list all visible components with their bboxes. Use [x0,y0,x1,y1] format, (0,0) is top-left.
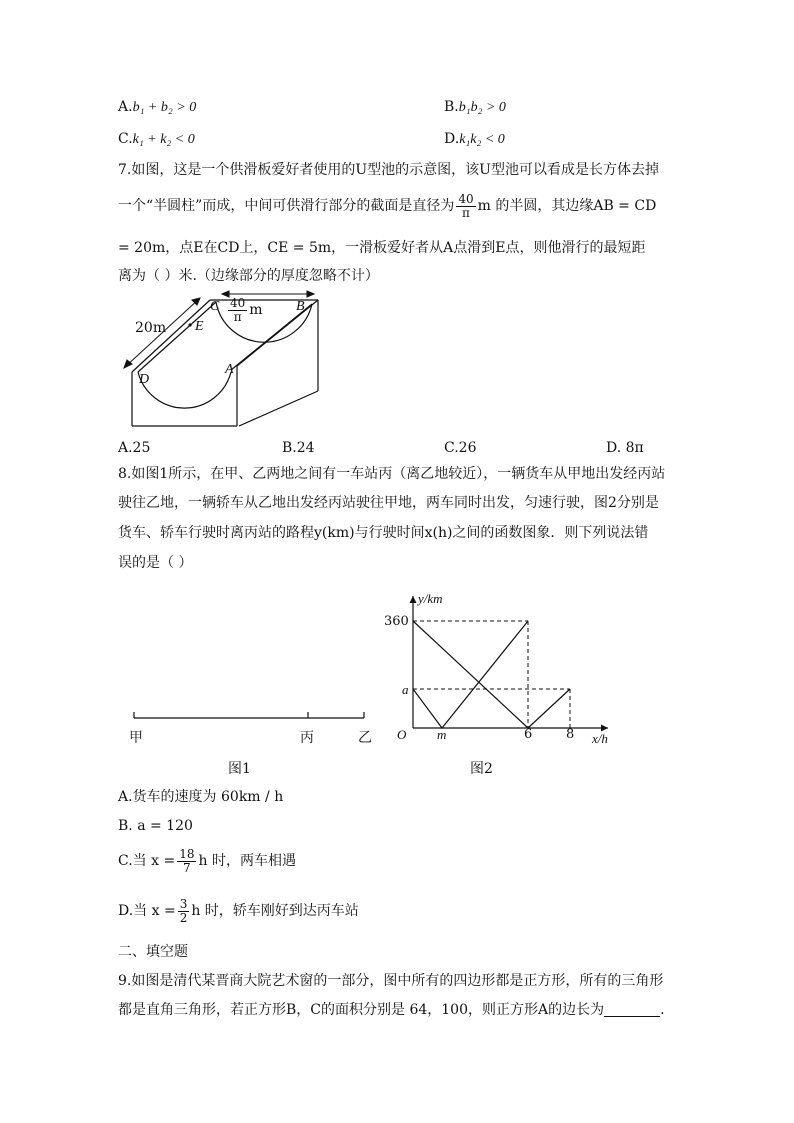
fraction-denominator: 7 [183,860,191,875]
q7-line3: = 20m，点E在CD上，CE = 5m，一滑板爱好者从A点滑到E点，则他滑行的最短距 [118,240,646,256]
figure2-caption: 图2 [470,761,493,777]
fraction-denominator: π [233,309,242,324]
section-fill-in-title: 二、填空题 [118,944,188,960]
q8-option-a: A.货车的速度为 60km / h [118,789,284,805]
q7-line1: 7.如图，这是一个供滑板爱好者使用的U型池的示意图，该U型池可以看成是长方体去掉 [118,162,659,178]
q9-end: . [660,1002,665,1018]
q7-line2 [118,193,656,219]
q7-option-b: B.24 [282,440,315,456]
label-yi: 乙 [358,730,372,746]
q7-option-a: A.25 [118,440,151,456]
label-A: A [225,362,234,377]
q6-option-c [118,132,195,147]
q8-option-c [118,848,296,874]
label-bing: 丙 [300,730,314,746]
option-expr: k₁ + k₂ < 0 [132,132,195,147]
q8-line2: 驶往乙地，一辆轿车从乙地出发经丙站驶往甲地，两车同时出发，匀速行驶，图2分别是 [118,495,659,511]
graph-ylabel: y/km [418,591,443,606]
option-text-post: h 时，两车相遇 [198,853,296,870]
label-B: B [296,299,305,314]
option-c-fraction [177,848,196,874]
graph-x8: 8 [566,727,575,742]
fraction-numerator: 18 [179,847,195,861]
fraction-numerator: 40 [458,192,474,206]
graph-xlabel: x/h [592,731,608,746]
graph-origin: O [397,727,407,742]
diameter-unit: m [249,302,263,319]
label-20m: 20m [135,320,167,336]
road-figure [130,708,370,728]
q7-option-c: C.26 [444,440,477,456]
graph-y360: 360 [384,614,409,629]
diameter-fraction [228,297,247,323]
q8-line4: 误的是（ ） [118,555,193,571]
option-expr: b₁ + b₂ > 0 [132,100,197,115]
fraction-numerator: 3 [179,897,188,911]
label-jia: 甲 [129,730,143,746]
option-label: C. [118,131,133,147]
answer-blank[interactable] [604,1004,660,1017]
graph-x6: 6 [524,727,533,742]
figure1-caption: 图1 [228,761,251,777]
distance-time-graph [380,588,620,748]
q8-line1: 8.如图1所示，在甲、乙两地之间有一车站丙（离乙地较近），一辆货车从甲地出发经丙站 [118,466,666,482]
q9-line1: 9.如图是清代某晋商大院艺术窗的一部分，图中所有的四边形都是正方形，所有的三角形 [118,973,664,989]
q8-option-d [118,898,359,924]
option-expr: b₁b₂ > 0 [458,100,506,115]
q8-option-b: B. a = 120 [118,818,193,834]
q9-line2-text: 都是直角三角形，若正方形B，C的面积分别是 64，100，则正方形A的边长为 [118,1002,605,1018]
q7-line2-text-post: m 的半圆，其边缘AB = CD [477,198,657,215]
q8-line3: 货车、轿车行驶时离丙站的路程y(km)与行驶时间x(h)之间的函数图象．则下列说法错 [118,525,649,541]
option-d-fraction [178,898,190,924]
q7-line2-text: 一个“半圆柱”而成，中间可供滑行部分的截面是直径为 [118,198,455,215]
label-C: C [210,299,220,314]
q7-line4: 离为（ ）米.（边缘部分的厚度忽略不计） [118,268,379,284]
q7-option-d: D. 8π [606,440,644,456]
fraction-denominator: π [462,205,470,220]
q9-line2 [118,1003,665,1017]
option-label: A. [118,99,133,115]
label-D: D [139,372,150,387]
graph-ya: a [402,682,409,697]
label-diameter [226,297,263,323]
option-label: D. [444,131,460,147]
graph-xm: m [437,727,447,742]
option-label: B. [444,99,459,115]
option-text: D.当 x = [118,903,176,920]
label-E: E [195,319,204,334]
fraction-denominator: 2 [179,910,188,925]
q6-option-a [118,100,196,115]
q6-option-b [444,100,506,115]
option-expr: k₁k₂ < 0 [459,132,505,147]
option-text-post: h 时，轿车刚好到达丙车站 [191,903,359,920]
q7-diameter-fraction [456,193,475,219]
fraction-numerator: 40 [230,296,246,310]
option-text: C.当 x = [118,853,176,870]
q6-option-d [444,132,505,147]
